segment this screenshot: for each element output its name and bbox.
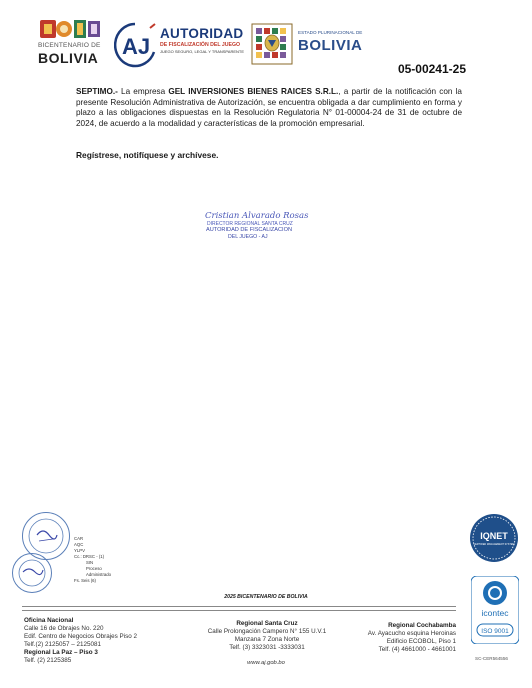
office-line: Telf. (4) 4661000 - 4661001 [378,646,456,653]
text-before-company: La empresa [117,87,169,96]
cc-line: YLPV [74,548,85,553]
office-heading: Oficina Nacional [24,617,74,624]
office-line: Calle Prolongación Campero N° 155 U.V.1 [207,628,327,635]
office-line: Edificio ECOBOL, Piso 1 [386,638,456,645]
cc-line: SIN [86,560,94,565]
aj-subtitle: DE FISCALIZACIÓN DEL JUEGO [160,42,241,48]
office-line: Av. Ayacucho esquina Heroinas [367,630,456,637]
article-lead: SEPTIMO.- [76,87,118,96]
office-line: Calle 16 de Obrajes No. 220 [24,625,104,632]
iqnet-certification-logo [470,514,518,562]
office-line: Telf.(2) 2125057 – 2125081 [24,641,102,648]
company-name: GEL INVERSIONES BIENES RAICES S.R.L. [168,87,339,96]
office-line: Telf. (3) 3323031 -3333031 [229,644,305,651]
iso-label: ISO 9001 [481,628,509,635]
icontec-certification-logo [471,576,519,644]
office-santa-cruz [192,620,342,652]
estado-plurinacional-label: ESTADO PLURINACIONAL DE [298,30,363,35]
office-line: Edif. Centro de Negocios Obrajes Piso 2 [24,633,138,640]
signature-title: DIRECTOR REGIONAL SANTA CRUZ [207,221,293,227]
office-line: Telf. (2) 2125385 [24,657,72,664]
bicentenario-bolivia: BOLIVIA [38,50,99,66]
footer-divider [22,606,456,611]
office-heading: Regional Cochabamba [388,622,456,629]
signature-org-line1: AUTORIDAD DE FISCALIZACION [206,227,292,233]
bolivia-coat-of-arms-icon [248,20,296,68]
bicentenario-logo-mark [40,18,102,40]
certificate-code: SC-CER564556 [475,656,508,661]
closing-formula: Regístrese, notifíquese y archívese. [76,150,219,160]
cc-line: Fs. Seis (6) [74,578,96,583]
office-national [24,617,137,665]
signature-name: Cristian Alvarado Rosas [205,211,309,221]
office-line: Manzana 7 Zona Norte [234,636,300,643]
iqnet-sub-label: CERTIFIED MANAGEMENT SYSTEM [473,543,515,546]
svg-text:AJ: AJ [122,34,151,59]
estado-bolivia-label: BOLIVIA [298,37,363,54]
signature-org-line2: DEL JUEGO - AJ [228,234,268,240]
iqnet-label: IQNET [480,531,508,541]
aj-tagline: JUEGO SEGURO, LEGAL Y TRANSPARENTE [160,49,245,54]
seal-inner-icon [13,554,51,592]
review-seal-stamp [12,553,52,593]
website-link[interactable]: www.aj.gob.bo [247,660,285,666]
cc-line: CAR [74,536,84,541]
document-number: 05-00241-25 [397,62,466,76]
text-after-company: , a partir de la notificación con la presente Resolución Administrativa de Autorización, se encuentra obligada a dar cumplimiento en forma y plazo a las obligaciones dispuestas en la Resolución Regulatoria N° 01-00004-24 de 31 de octubre de 2024, de acuerdo a la modalidad y características de la promoción empresarial. [76,87,462,128]
office-subheading: Regional La Paz – Piso 3 [24,649,98,656]
bicentenario-label: BICENTENARIO DE [38,42,101,49]
cc-line: AQC [74,542,84,547]
resolution-paragraph [76,87,462,129]
cc-line: Administrado [86,572,112,577]
cc-line: Cc.: DRSC - (1) [74,554,105,559]
bicentenario-year-label: 2025 BICENTENARIO DE BOLIVIA [224,594,308,600]
aj-title: AUTORIDAD [160,26,244,41]
aj-logo-icon [114,22,156,68]
office-cochabamba [352,622,456,654]
icontec-label: icontec [481,608,509,618]
cc-line: Proceso [86,566,102,571]
office-heading: Regional Santa Cruz [236,620,298,627]
